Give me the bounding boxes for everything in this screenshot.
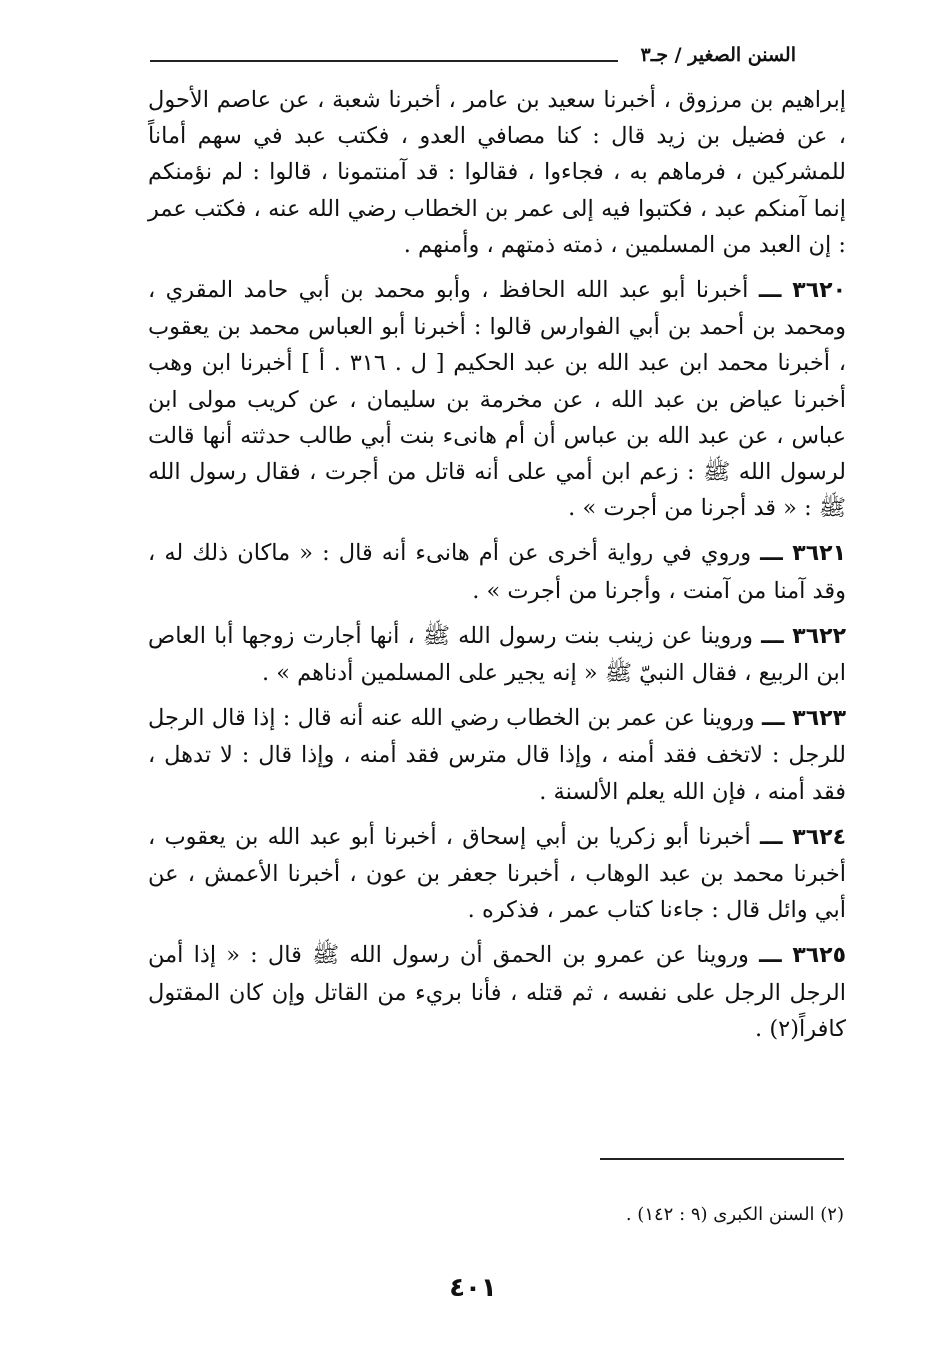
hadith-3622 bbox=[148, 618, 846, 691]
paragraph-text: وروي في رواية أخرى عن أم هانىء أنه قال : « ماكان ذلك له ، وقد آمنا من آمنت ، وأجرنا من أجرت » . bbox=[148, 540, 846, 604]
header-rule bbox=[150, 60, 618, 62]
paragraph-text: وروينا عن عمرو بن الحمق أن رسول الله ﷺ قال : « إذا أمن الرجل الرجل على نفسه ، ثم قتله ، فأنا بريء من القاتل وإن كان المقتول كافراً(٢) . bbox=[148, 942, 846, 1042]
hadith-number: ٣٦٢١ ـــ bbox=[760, 541, 847, 567]
paragraph-continuation bbox=[148, 82, 846, 263]
hadith-number: ٣٦٢٠ ـــ bbox=[758, 278, 846, 304]
hadith-number: ٣٦٢٣ ـــ bbox=[761, 706, 846, 732]
hadith-3621 bbox=[148, 535, 846, 608]
page-body bbox=[148, 82, 846, 1056]
hadith-3620 bbox=[148, 272, 846, 526]
hadith-number: ٣٦٢٤ ـــ bbox=[759, 824, 846, 850]
hadith-3623 bbox=[148, 700, 846, 810]
paragraph-text: وروينا عن زينب بنت رسول الله ﷺ ، أنها أجارت زوجها أبا العاص ابن الربيع ، فقال النبيّ ﷺ « إنه يجير على المسلمين أدناهم » . bbox=[148, 622, 846, 687]
footnote-rule bbox=[600, 1158, 844, 1160]
paragraph-text: أخبرنا أبو زكريا بن أبي إسحاق ، أخبرنا أبو عبد الله بن يعقوب ، أخبرنا محمد بن عبد الوهاب ، أخبرنا جعفر بن عون ، أخبرنا الأعمش ، عن أبي وائل قال : جاءنا كتاب عمر ، فذكره . bbox=[148, 823, 846, 924]
running-header bbox=[150, 44, 796, 74]
paragraph-text: أخبرنا أبو عبد الله الحافظ ، وأبو محمد بن أبي حامد المقري ، ومحمد بن أحمد بن أبي الفوارس قالوا : أخبرنا أبو العباس محمد بن يعقوب ، أخبرنا محمد ابن عبد الله بن عبد الحكيم [ ل . ٣١٦ . أ ] أخبرنا ابن وهب أخبرنا عياض بن عبد الله ، عن مخرمة بن سليمان ، عن كريب مولى ابن عباس ، عن عبد الله بن عباس أن أم هانىء بنت أبي طالب حدثته أنها قالت لرسول الله ﷺ : زعم ابن أمي على أنه قاتل من أجرت ، فقال رسول الله ﷺ : « قد أجرنا من أجرت » . bbox=[148, 277, 846, 522]
hadith-number: ٣٦٢٥ ـــ bbox=[759, 943, 847, 969]
header-title: السنن الصغير / جـ٣ bbox=[640, 44, 796, 66]
paragraph-text: وروينا عن عمر بن الخطاب رضي الله عنه أنه قال : إذا قال الرجل للرجل : لاتخف فقد أمنه ، وإذا قال مترس فقد أمنه ، وإذا قال : لا تدهل ، فقد أمنه ، فإن الله يعلم الألسنة . bbox=[148, 705, 846, 805]
footnote: (٢) السنن الكبرى (٩ : ١٤٢) . bbox=[625, 1204, 844, 1225]
page-number: ٤٠١ bbox=[449, 1273, 497, 1303]
paragraph-text: إبراهيم بن مرزوق ، أخبرنا سعيد بن عامر ، أخبرنا شعبة ، عن عاصم الأحول ، عن فضيل بن زيد قال : كنا مصافي العدو ، فكتب عبد في سهم أماناً للمشركين ، فرماهم به ، فجاءوا ، فقالوا : قد آمنتمونا ، قالوا : لم نؤمنكم إنما آمنكم عبد ، فكتبوا فيه إلى عمر بن الخطاب رضي الله عنه ، فكتب عمر : إن العبد من المسلمين ، ذمته ذمتهم ، وأمنهم . bbox=[148, 87, 846, 258]
hadith-number: ٣٦٢٢ ـــ bbox=[761, 623, 846, 649]
hadith-3624 bbox=[148, 819, 846, 929]
hadith-3625 bbox=[148, 937, 846, 1047]
